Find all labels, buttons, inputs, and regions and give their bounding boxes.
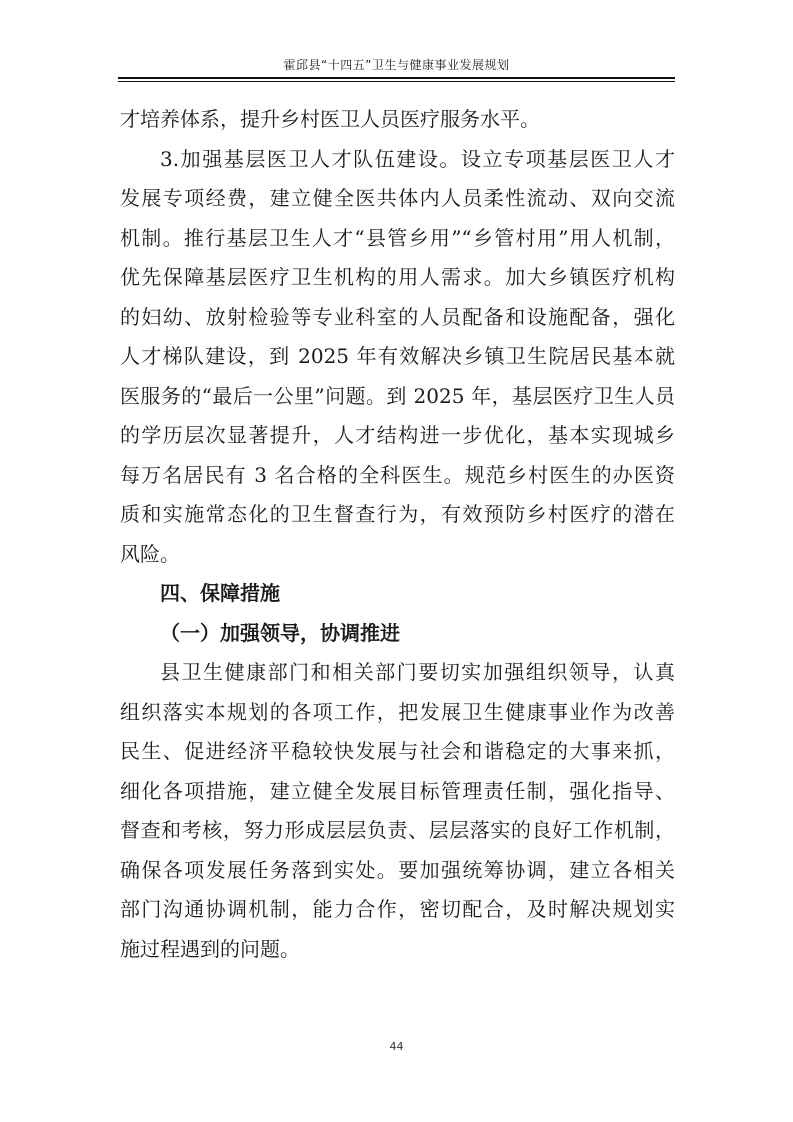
page-header-title: 霍邱县“十四五”卫生与健康事业发展规划 [283, 58, 510, 72]
paragraph-line: 细化各项措施，建立健全发展目标管理责任制，强化指导、 [120, 778, 675, 803]
paragraph-line: 的妇幼、放射检验等专业科室的人员配备和设施配备，强化 [120, 304, 675, 329]
paragraph-line: 的学历层次显著提升，人才结构进一步优化，基本实现城乡 [120, 423, 675, 447]
paragraph-line: 才培养体系，提升乡村医卫人员医疗服务水平。 [120, 107, 540, 131]
paragraph-line: 机制。推行基层卫生人才“县管乡用”“乡管村用”用人机制， [120, 225, 675, 250]
paragraph-line: 风险。 [120, 541, 180, 566]
paragraph-line: 督查和考核，努力形成层层负责、层层落实的良好工作机制， [120, 818, 675, 842]
page-number: 44 [389, 1040, 404, 1053]
paragraph-line: 每万名居民有 3 名合格的全科医生。规范乡村医生的办医资 [120, 462, 675, 487]
paragraph-line: 县卫生健康部门和相关部门要切实加强组织领导，认真 [160, 660, 675, 684]
paragraph-line: 组织落实本规划的各项工作，把发展卫生健康事业作为改善 [120, 699, 675, 724]
paragraph-line: 部门沟通协调机制，能力合作，密切配合，及时解决规划实 [120, 897, 675, 921]
paragraph-line: 发展专项经费，建立健全医共体内人员柔性流动、双向交流 [120, 186, 675, 210]
paragraph-line: 质和实施常态化的卫生督查行为，有效预防乡村医疗的潜在 [120, 502, 675, 526]
document-body [120, 100, 675, 969]
header-divider [118, 77, 675, 79]
subsection-heading: （一）加强领导，协调推进 [160, 620, 400, 645]
paragraph-line: 确保各项发展任务落到实处。要加强统筹协调，建立各相关 [120, 857, 675, 882]
paragraph-line: 人才梯队建设，到 2025 年有效解决乡镇卫生院居民基本就 [120, 344, 675, 368]
paragraph-line: 医服务的“最后一公里”问题。到 2025 年，基层医疗卫生人员 [120, 383, 675, 408]
paragraph-line: 3.加强基层医卫人才队伍建设。设立专项基层医卫人才 [160, 146, 675, 171]
paragraph-line: 优先保障基层医疗卫生机构的用人需求。加大乡镇医疗机构 [120, 265, 675, 289]
section-heading: 四、保障措施 [160, 581, 280, 605]
paragraph-line: 民生、促进经济平稳较快发展与社会和谐稳定的大事来抓， [120, 739, 675, 763]
paragraph-line: 施过程遇到的问题。 [120, 936, 300, 961]
